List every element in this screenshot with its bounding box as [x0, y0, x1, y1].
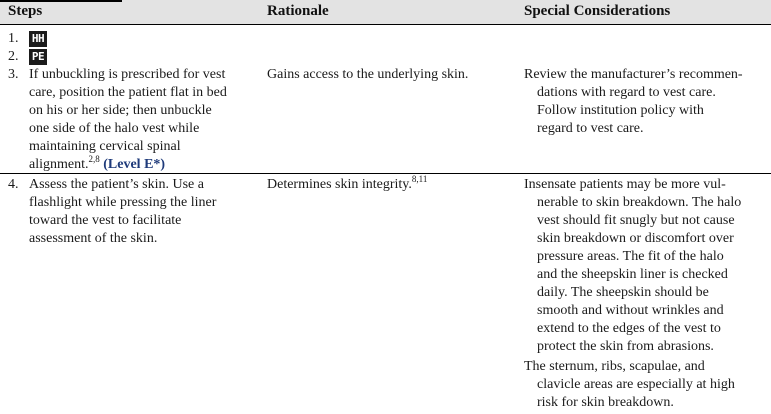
top-rule [0, 0, 122, 2]
step-4-line-3: toward the vest to facilitate [29, 213, 182, 228]
step-4-line-1: Assess the patient’s skin. Use a [29, 177, 204, 192]
step-4-special-a-line-6: and the sheepskin liner is checked [537, 267, 728, 282]
step-4-special-a-line-2: nerable to skin breakdown. The halo [537, 195, 742, 210]
row-divider [0, 173, 771, 174]
header-rationale: Rationale [267, 3, 329, 19]
step-4-special-a-line-5: pressure areas. The fit of the halo [537, 249, 724, 264]
step-3-line-2: care, position the patient flat in bed [29, 85, 227, 100]
step-4-special-a-line-9: extend to the edges of the vest to [537, 321, 721, 336]
step-3-line-3: on his or her side; then unbuckle [29, 103, 212, 118]
step-3-line-6 [29, 156, 165, 174]
step-3-alignment-text: alignment. [29, 157, 89, 172]
step-4-special-a-line-4: skin breakdown or discomfort over [537, 231, 734, 246]
header-steps: Steps [8, 3, 43, 19]
step-3-evidence-level: (Level E*) [103, 157, 166, 172]
step-4-line-2: flashlight while pressing the liner [29, 195, 217, 210]
step-4-special-a-line-1: Insensate patients may be more vul- [524, 177, 726, 192]
step-3-special-line-4: regard to vest care. [537, 121, 644, 136]
step-3-special-line-3: Follow institution policy with [537, 103, 704, 118]
header-special-considerations: Special Considerations [524, 3, 671, 19]
hand-hygiene-icon: HH [29, 31, 47, 47]
step-4-special-a-line-8: smooth and without wrinkles and [537, 303, 724, 318]
step-4-special-a-line-10: protect the skin from abrasions. [537, 339, 714, 354]
step-3-special-line-1: Review the manufacturer’s recommen- [524, 67, 743, 82]
step-4-reference: 8,11 [411, 174, 428, 184]
step-4-special-b-line-3: risk for skin breakdown. [537, 395, 674, 410]
table-header [0, 0, 771, 25]
step-1-number: 1. [8, 31, 19, 46]
step-3-reference: 2,8 [88, 154, 100, 164]
step-3-line-5: maintaining cervical spinal [29, 139, 181, 154]
step-4-special-a-line-3: vest should fit snugly but not cause [537, 213, 735, 228]
step-4-special-b-line-1: The sternum, ribs, scapulae, and [524, 359, 705, 374]
step-3-rationale: Gains access to the underlying skin. [267, 67, 469, 82]
step-3-special-line-2: dations with regard to vest care. [537, 85, 716, 100]
step-4-rationale-text: Determines skin integrity. [267, 177, 412, 192]
step-4-line-4: assessment of the skin. [29, 231, 158, 246]
step-4-rationale [267, 176, 427, 194]
step-3-line-4: one side of the halo vest while [29, 121, 200, 136]
protective-equipment-icon: PE [29, 49, 47, 65]
step-2-number: 2. [8, 49, 19, 64]
step-4-special-b-line-2: clavicle areas are especially at high [537, 377, 735, 392]
step-4-number: 4. [8, 177, 19, 192]
step-3-line-1: If unbuckling is prescribed for vest [29, 67, 226, 82]
step-4-special-a-line-7: daily. The sheepskin should be [537, 285, 709, 300]
step-3-number: 3. [8, 67, 19, 82]
